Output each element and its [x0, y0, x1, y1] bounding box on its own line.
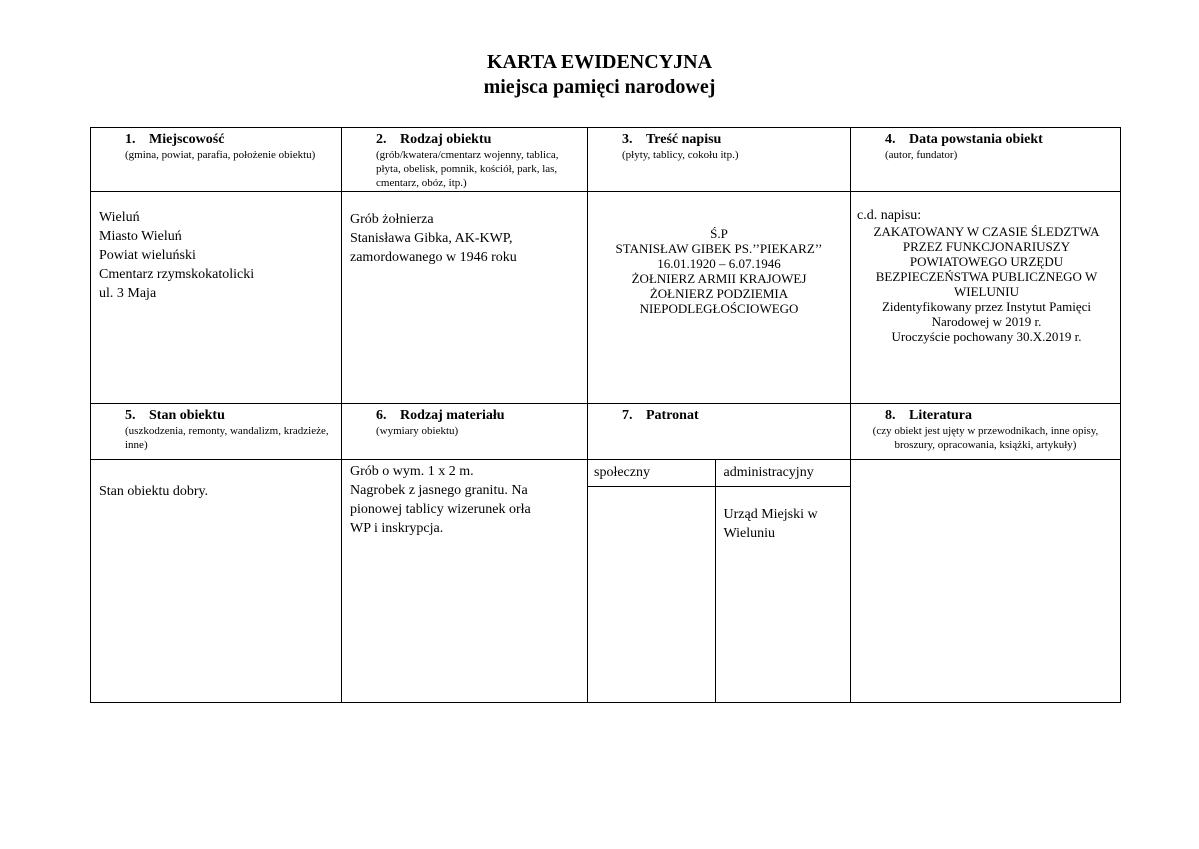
material-line: Grób o wym. 1 x 2 m. [350, 464, 474, 479]
inscription-cell [588, 192, 851, 404]
object-type-line: Stanisława Gibka, AK-KWP, [350, 231, 513, 246]
location-line: ul. 3 Maja [99, 286, 157, 301]
location-line: Wieluń [99, 210, 140, 225]
section-number: 2. [376, 132, 387, 147]
section-hint: (uszkodzenia, remonty, wandalizm, kradzieże, inne) [125, 425, 329, 451]
section-label: Literatura [909, 408, 972, 423]
patronage-social-value-cell [588, 486, 715, 702]
section-hint: (grób/kwatera/cmentarz wojenny, tablica, płyta, obelisk, pomnik, kościół, park, las, cmentarz, obóz, itp.) [376, 149, 559, 189]
continuation-line: Narodowej w 2019 r. [931, 314, 1042, 329]
literature-cell [851, 460, 1121, 703]
patronage-admin-label: administracyjny [723, 465, 814, 480]
inscription-line: STANISŁAW GIBEK PS.’’PIEKARZ’’ [615, 241, 823, 256]
header-cell-inscription [588, 128, 851, 192]
object-type-line: zamordowanego w 1946 roku [350, 250, 517, 265]
section-number: 1. [125, 132, 136, 147]
header-cell-object-type [342, 128, 588, 192]
section-number: 5. [125, 408, 136, 423]
patronage-social-header [588, 460, 715, 486]
section-number: 7. [622, 408, 633, 423]
section-hint: (płyty, tablicy, cokołu itp.) [622, 149, 739, 161]
section-number: 3. [622, 132, 633, 147]
patronage-social-label: społeczny [594, 465, 650, 480]
header-cell-literature [851, 404, 1121, 460]
section-label: Miejscowość [149, 132, 225, 147]
section-hint: (wymiary obiektu) [376, 425, 459, 437]
patronage-subtable [588, 460, 850, 702]
section-label: Patronat [646, 408, 699, 423]
content-row-top [91, 192, 1121, 404]
section-label: Rodzaj materiału [400, 408, 505, 423]
section-number: 6. [376, 408, 387, 423]
location-line: Cmentarz rzymskokatolicki [99, 267, 255, 282]
inscription-line: 16.01.1920 – 6.07.1946 [657, 256, 781, 271]
title-line-2: miejsca pamięci narodowej [483, 76, 716, 98]
section-label: Rodzaj obiektu [400, 132, 492, 147]
title-line-1: KARTA EWIDENCYJNA [486, 51, 713, 73]
inscription-line: NIEPODLEGŁOŚCIOWEGO [639, 301, 799, 316]
header-row-top [91, 128, 1121, 192]
section-label: Stan obiektu [149, 408, 225, 423]
header-cell-condition [91, 404, 342, 460]
inscription-line: ŻOŁNIERZ ARMII KRAJOWEJ [631, 271, 807, 286]
patronage-cell [588, 460, 851, 703]
inscription-line: ŻOŁNIERZ PODZIEMIA [649, 286, 789, 301]
section-number: 4. [885, 132, 896, 147]
section-number: 8. [885, 408, 896, 423]
inscription-line: Ś.P [710, 226, 728, 241]
header-cell-location [91, 128, 342, 192]
object-type-cell [342, 192, 588, 404]
section-hint: (autor, fundator) [885, 149, 958, 161]
header-row-bottom [91, 404, 1121, 460]
patronage-admin-line: Urząd Miejski w [723, 506, 818, 522]
location-cell [91, 192, 342, 404]
header-cell-material [342, 404, 588, 460]
patronage-admin-value-cell [715, 486, 850, 702]
patronage-admin-header [715, 460, 850, 486]
header-cell-patronage [588, 404, 851, 460]
document-title [0, 50, 1199, 100]
section-label: Data powstania obiekt [909, 132, 1043, 147]
material-cell [342, 460, 588, 703]
object-type-line: Grób żołnierza [350, 212, 434, 227]
continuation-line: BEZPIECZEŃSTWA PUBLICZNEGO W [875, 269, 1098, 284]
header-cell-creation-date [851, 128, 1121, 192]
condition-text: Stan obiektu dobry. [99, 484, 209, 499]
continuation-line: POWIATOWEGO URZĘDU [909, 254, 1064, 269]
condition-cell [91, 460, 342, 703]
continuation-line: Zidentyfikowany przez Instytut Pamięci [881, 299, 1092, 314]
creation-date-cell [851, 192, 1121, 404]
continuation-line: ZAKATOWANY W CZASIE ŚLEDZTWA [873, 224, 1100, 239]
section-hint: (gmina, powiat, parafia, położenie obiektu) [125, 149, 316, 161]
material-line: WP i inskrypcja. [350, 521, 444, 536]
section-hint: (czy obiekt jest ujęty w przewodnikach, inne opisy, broszury, opracowania, książki, artykuły) [872, 425, 1099, 451]
material-line: pionowej tablicy wizerunek orła [350, 502, 531, 517]
location-line: Powiat wieluński [99, 248, 196, 263]
continuation-line: PRZEZ FUNKCJONARIUSZY [902, 239, 1071, 254]
record-card-table [90, 127, 1121, 703]
continuation-line: WIELUNIU [954, 284, 1019, 299]
section-label: Treść napisu [646, 132, 722, 147]
material-line: Nagrobek z jasnego granitu. Na [350, 483, 528, 498]
content-row-bottom [91, 460, 1121, 703]
patronage-admin-line: Wieluniu [723, 525, 776, 541]
continuation-label: c.d. napisu: [857, 208, 922, 223]
continuation-line: Uroczyście pochowany 30.X.2019 r. [891, 329, 1082, 344]
location-line: Miasto Wieluń [99, 229, 182, 244]
